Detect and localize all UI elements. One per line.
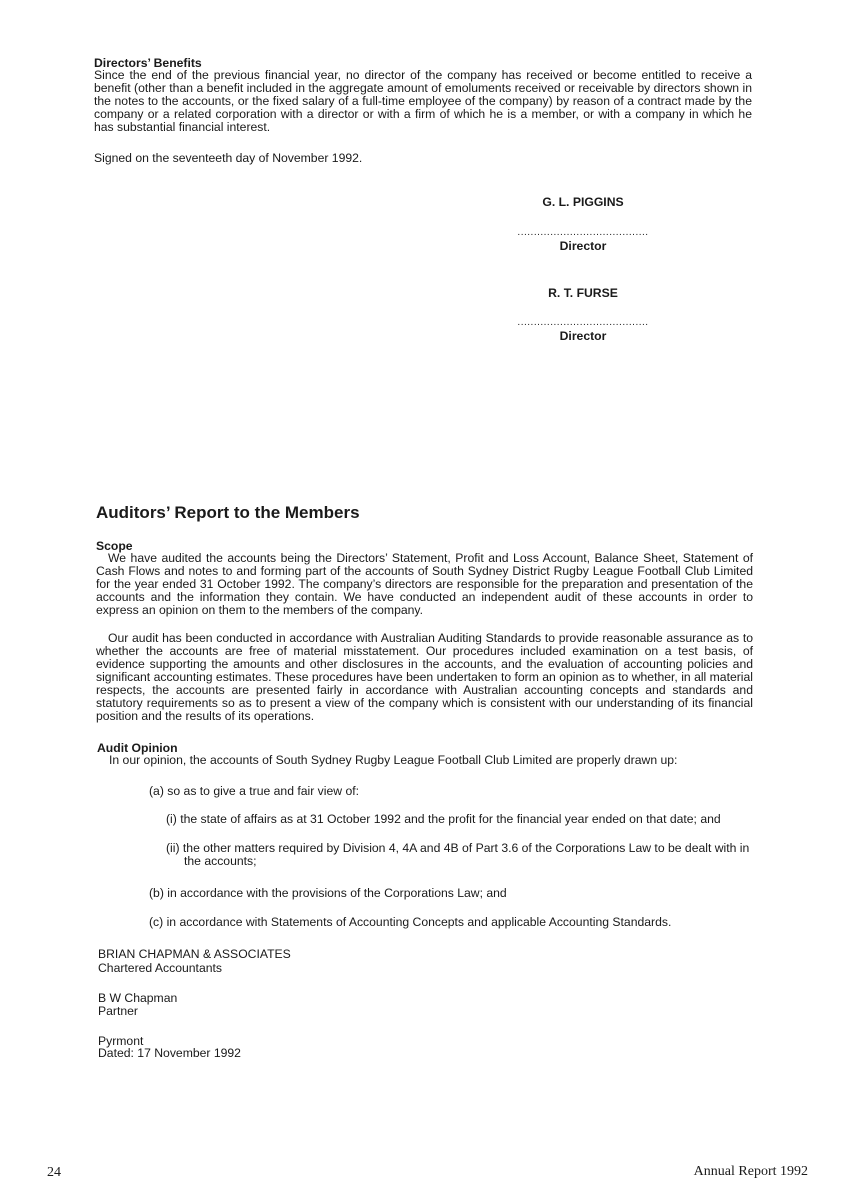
audit-opinion-intro: In our opinion, the accounts of South Sydney Rugby League Football Club Limited are properly drawn up: [109,753,678,767]
page-number: 24 [47,1165,61,1180]
signatory-name: G. L. PIGGINS [542,195,624,209]
scope-paragraph-2: Our audit has been conducted in accordance with Australian Auditing Standards to provide reasonable assurance as to whether the accounts are free of material misstatement. Our procedures included examination on a test basis, of evidence supporting the amounts and other disclosures in the accounts, and the evaluation of accounting policies and significant accounting estimates. These procedures have been undertaken to form an opinion as to whether, in all material respects, the accounts are presented fairly in accordance with Australian accounting concepts and standards and statutory requirements so as to present a view of the company which is consistent with our understanding of its financial position and the results of its operations. [96,631,753,723]
firm-name: BRIAN CHAPMAN & ASSOCIATES [98,947,291,961]
partner-name: B W Chapman [98,991,178,1005]
signature-line: ........................................ [517,227,649,238]
opinion-item-a: (a) so as to give a true and fair view of: [149,784,359,798]
opinion-item-a-ii: (ii) the other matters required by Division 4, 4A and 4B of Part 3.6 of the Corporations Law to be dealt with in the accounts; [166,841,750,868]
opinion-item-a-i: (i) the state of affairs as at 31 October 1992 and the profit for the financial year ended on that date; and [166,812,721,826]
signature-line: ........................................ [517,317,649,328]
signatory-role: Director [559,239,607,253]
directors-benefits-heading: Directors’ Benefits [94,56,202,70]
partner-title: Partner [98,1004,138,1018]
signing-date: Dated: 17 November 1992 [98,1046,241,1060]
firm-type: Chartered Accountants [98,961,222,975]
opinion-item-b: (b) in accordance with the provisions of the Corporations Law; and [149,886,507,900]
signatory-role: Director [559,329,607,343]
report-footer-title: Annual Report 1992 [693,1164,808,1179]
scope-paragraph-1: We have audited the accounts being the Directors’ Statement, Profit and Loss Account, Balance Sheet, Statement of Cash Flows and notes to and forming part of the accounts of South Sydney District Rugby League Football Club Limited for the year ended 31 October 1992. The company’s directors are responsible for the preparation and presentation of the accounts and the information they contain. We have conducted an independent audit of these accounts in order to express an opinion on them to the members of the company. [96,551,753,617]
audit-opinion-heading: Audit Opinion [97,741,178,755]
signing-place: Pyrmont [98,1034,144,1048]
directors-benefits-body: Since the end of the previous financial year, no director of the company has received or become entitled to receive a benefit (other than a benefit included in the aggregate amount of emoluments received or receivable by directors shown in the notes to the accounts, or the fixed salary of a full-time employee of the company) by reason of a contract made by the company or a related corporation with a director or with a firm of which he is a member, or with a company in which he has substantial financial interest. [94,68,752,134]
auditors-report-title: Auditors’ Report to the Members [96,503,360,522]
signed-date-text: Signed on the seventeeth day of November 1992. [94,151,363,165]
scope-heading: Scope [96,539,133,553]
signatory-name: R. T. FURSE [548,286,618,300]
opinion-item-c: (c) in accordance with Statements of Accounting Concepts and applicable Accounting Standards. [149,915,672,929]
